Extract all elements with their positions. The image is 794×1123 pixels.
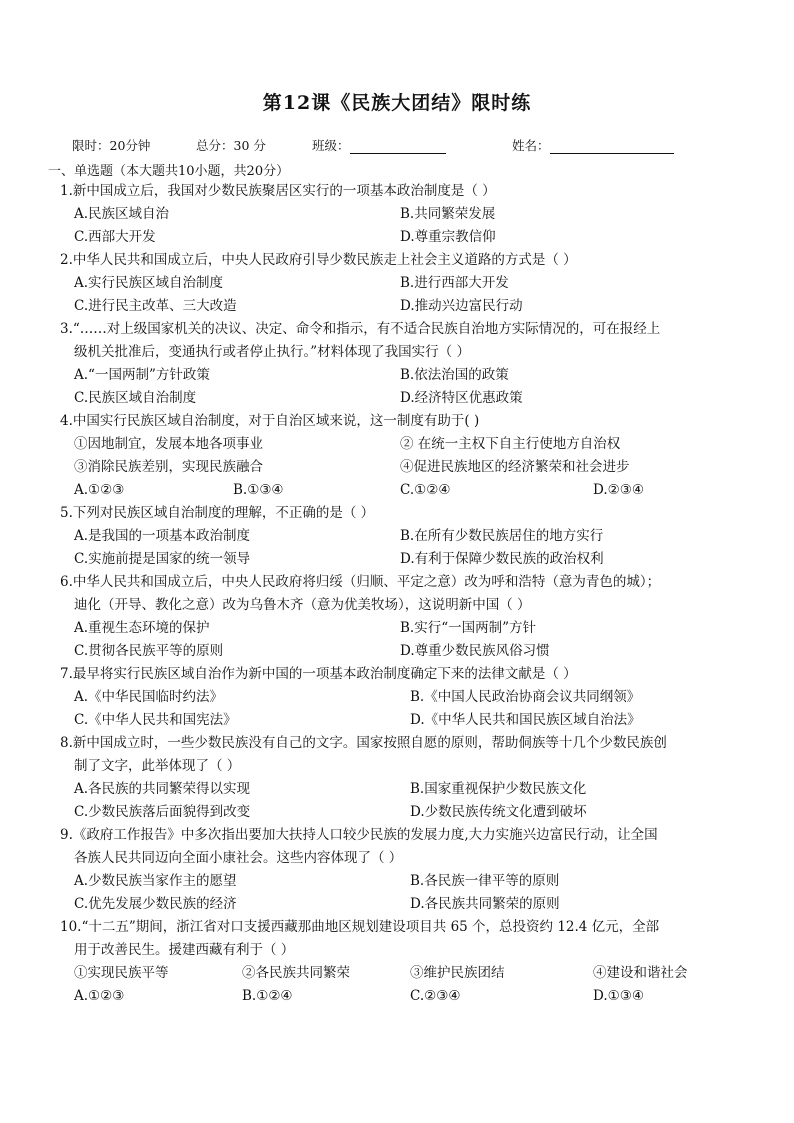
option-b[interactable]: B.各民族一律平等的原则 bbox=[410, 873, 560, 889]
option-a[interactable]: A.实行民族区域自治制度 bbox=[74, 275, 224, 291]
option-d[interactable]: D.尊重少数民族风俗习惯 bbox=[400, 643, 550, 659]
name-field[interactable] bbox=[512, 136, 674, 154]
option-c[interactable]: C.《中华人民共和国宪法》 bbox=[74, 712, 237, 728]
option-c[interactable]: C.西部大开发 bbox=[74, 229, 156, 245]
worksheet-title: 第12课《民族大团结》限时练 bbox=[262, 92, 532, 114]
question-stem: 8.新中国成立时，一些少数民族没有自己的文字。国家按照自愿的原则，帮助侗族等十几个少数民族创 bbox=[60, 735, 667, 751]
option-d[interactable]: D.《中华人民共和国民族区域自治法》 bbox=[410, 712, 641, 728]
question-1 bbox=[48, 180, 728, 249]
option-c[interactable]: C.优先发展少数民族的经济 bbox=[74, 896, 237, 912]
question-6 bbox=[48, 571, 728, 663]
question-stem: 4.中国实行民族区域自治制度，对于自治区域来说，这一制度有助于( ) bbox=[60, 413, 480, 429]
option-d[interactable]: D.尊重宗教信仰 bbox=[400, 229, 496, 245]
section-heading: 一、单选题（本大题共10小题，共20分） bbox=[48, 164, 290, 179]
option-d[interactable]: D.少数民族传统文化遭到破坏 bbox=[410, 804, 587, 820]
question-5 bbox=[48, 502, 728, 571]
question-7 bbox=[48, 663, 728, 732]
option-b[interactable]: B.在所有少数民族居住的地方实行 bbox=[400, 528, 604, 544]
question-2 bbox=[48, 249, 728, 318]
question-stem-continued: 制了文字，此举体现了（ ） bbox=[74, 758, 241, 774]
option-c[interactable]: C.少数民族落后面貌得到改变 bbox=[74, 804, 251, 820]
question-10 bbox=[48, 916, 728, 1008]
option-a[interactable]: A.重视生态环境的保护 bbox=[74, 620, 210, 636]
question-stem: 3.“……对上级国家机关的决议、决定、命令和指示，有不适合民族自治地方实际情况的，可在报经上 bbox=[60, 321, 661, 337]
statement-3: ③维护民族团结 bbox=[410, 965, 505, 981]
question-stem-continued: 级机关批准后，变通执行或者停止执行。”材料体现了我国实行（ ） bbox=[74, 344, 470, 360]
statement-4: ④建设和谐社会 bbox=[593, 965, 688, 981]
question-stem: 1.新中国成立后，我国对少数民族聚居区实行的一项基本政治制度是（ ） bbox=[60, 183, 496, 199]
option-c[interactable]: C.进行民主改革、三大改造 bbox=[74, 298, 237, 314]
statement-4: ④促进民族地区的经济繁荣和社会进步 bbox=[400, 459, 630, 475]
option-c[interactable]: C.民族区域自治制度 bbox=[74, 390, 197, 406]
statement-1: ①因地制宜，发展本地各项事业 bbox=[74, 436, 263, 452]
time-limit: 限时：20分钟 bbox=[72, 138, 151, 153]
question-4 bbox=[48, 410, 728, 502]
option-d[interactable]: D.②③④ bbox=[593, 482, 644, 498]
option-b[interactable]: B.国家重视保护少数民族文化 bbox=[410, 781, 587, 797]
question-stem: 2.中华人民共和国成立后，中央人民政府引导少数民族走上社会主义道路的方式是（ ） bbox=[60, 252, 577, 268]
option-a[interactable]: A.①②③ bbox=[74, 482, 125, 498]
option-a[interactable]: A.民族区域自治 bbox=[74, 206, 170, 222]
question-9 bbox=[48, 824, 728, 916]
class-blank[interactable] bbox=[350, 139, 446, 154]
option-c[interactable]: C.②③④ bbox=[410, 988, 461, 1004]
option-d[interactable]: D.各民族共同繁荣的原则 bbox=[410, 896, 560, 912]
question-stem-continued: 各族人民共同迈向全面小康社会。这些内容体现了（ ） bbox=[74, 850, 403, 866]
question-stem: 9.《政府工作报告》中多次指出要加大扶持人口较少民族的发展力度,大力实施兴边富民行动，让全国 bbox=[60, 827, 658, 843]
option-b[interactable]: B.《中国人民政治协商会议共同纲领》 bbox=[410, 689, 641, 705]
question-8 bbox=[48, 732, 728, 824]
statement-2: ②各民族共同繁荣 bbox=[242, 965, 350, 981]
option-a[interactable]: A.少数民族当家作主的愿望 bbox=[74, 873, 237, 889]
option-a[interactable]: A.①②③ bbox=[74, 988, 125, 1004]
option-a[interactable]: A.各民族的共同繁荣得以实现 bbox=[74, 781, 251, 797]
name-blank[interactable] bbox=[550, 139, 674, 154]
option-b[interactable]: B.①②④ bbox=[242, 988, 293, 1004]
option-b[interactable]: B.①③④ bbox=[233, 482, 284, 498]
question-stem: 5.下列对民族区域自治制度的理解，不正确的是（ ） bbox=[60, 505, 375, 521]
question-stem: 7.最早将实行民族区域自治作为新中国的一项基本政治制度确定下来的法律文献是（ ） bbox=[60, 666, 577, 682]
statement-2: ② 在统一主权下自主行使地方自治权 bbox=[400, 436, 621, 452]
option-c[interactable]: C.①②④ bbox=[400, 482, 451, 498]
question-3 bbox=[48, 318, 728, 410]
class-label: 班级： bbox=[312, 138, 350, 153]
option-b[interactable]: B.进行西部大开发 bbox=[400, 275, 509, 291]
option-d[interactable]: D.有利于保障少数民族的政治权利 bbox=[400, 551, 604, 567]
option-b[interactable]: B.实行“一国两制”方针 bbox=[400, 620, 537, 636]
option-a[interactable]: A.《中华民国临时约法》 bbox=[74, 689, 224, 705]
total-score: 总分：30 分 bbox=[196, 138, 266, 153]
statement-3: ③消除民族差别，实现民族融合 bbox=[74, 459, 263, 475]
question-stem: 10.“十二五”期间，浙江省对口支援西藏那曲地区规划建设项目共 65 个，总投资约 12.4 亿元，全部 bbox=[60, 919, 660, 935]
option-a[interactable]: A.是我国的一项基本政治制度 bbox=[74, 528, 251, 544]
option-d[interactable]: D.经济特区优惠政策 bbox=[400, 390, 523, 406]
option-c[interactable]: C.贯彻各民族平等的原则 bbox=[74, 643, 224, 659]
name-label: 姓名： bbox=[512, 138, 550, 153]
question-list bbox=[48, 180, 728, 1008]
option-a[interactable]: A.“一国两制”方针政策 bbox=[74, 367, 210, 383]
option-d[interactable]: D.推动兴边富民行动 bbox=[400, 298, 523, 314]
statement-1: ①实现民族平等 bbox=[74, 965, 169, 981]
question-stem: 6.中华人民共和国成立后，中央人民政府将归绥（归顺、平定之意）改为呼和浩特（意为青色的城）； bbox=[60, 574, 661, 590]
worksheet-meta bbox=[72, 136, 712, 156]
option-b[interactable]: B.依法治国的政策 bbox=[400, 367, 509, 383]
question-stem-continued: 用于改善民生。援建西藏有利于（ ） bbox=[74, 942, 295, 958]
question-stem-continued: 迪化（开导、教化之意）改为乌鲁木齐（意为优美牧场），这说明新中国（ ） bbox=[74, 597, 531, 613]
option-c[interactable]: C.实施前提是国家的统一领导 bbox=[74, 551, 251, 567]
option-d[interactable]: D.①③④ bbox=[593, 988, 644, 1004]
class-field[interactable] bbox=[312, 136, 446, 154]
option-b[interactable]: B.共同繁荣发展 bbox=[400, 206, 496, 222]
